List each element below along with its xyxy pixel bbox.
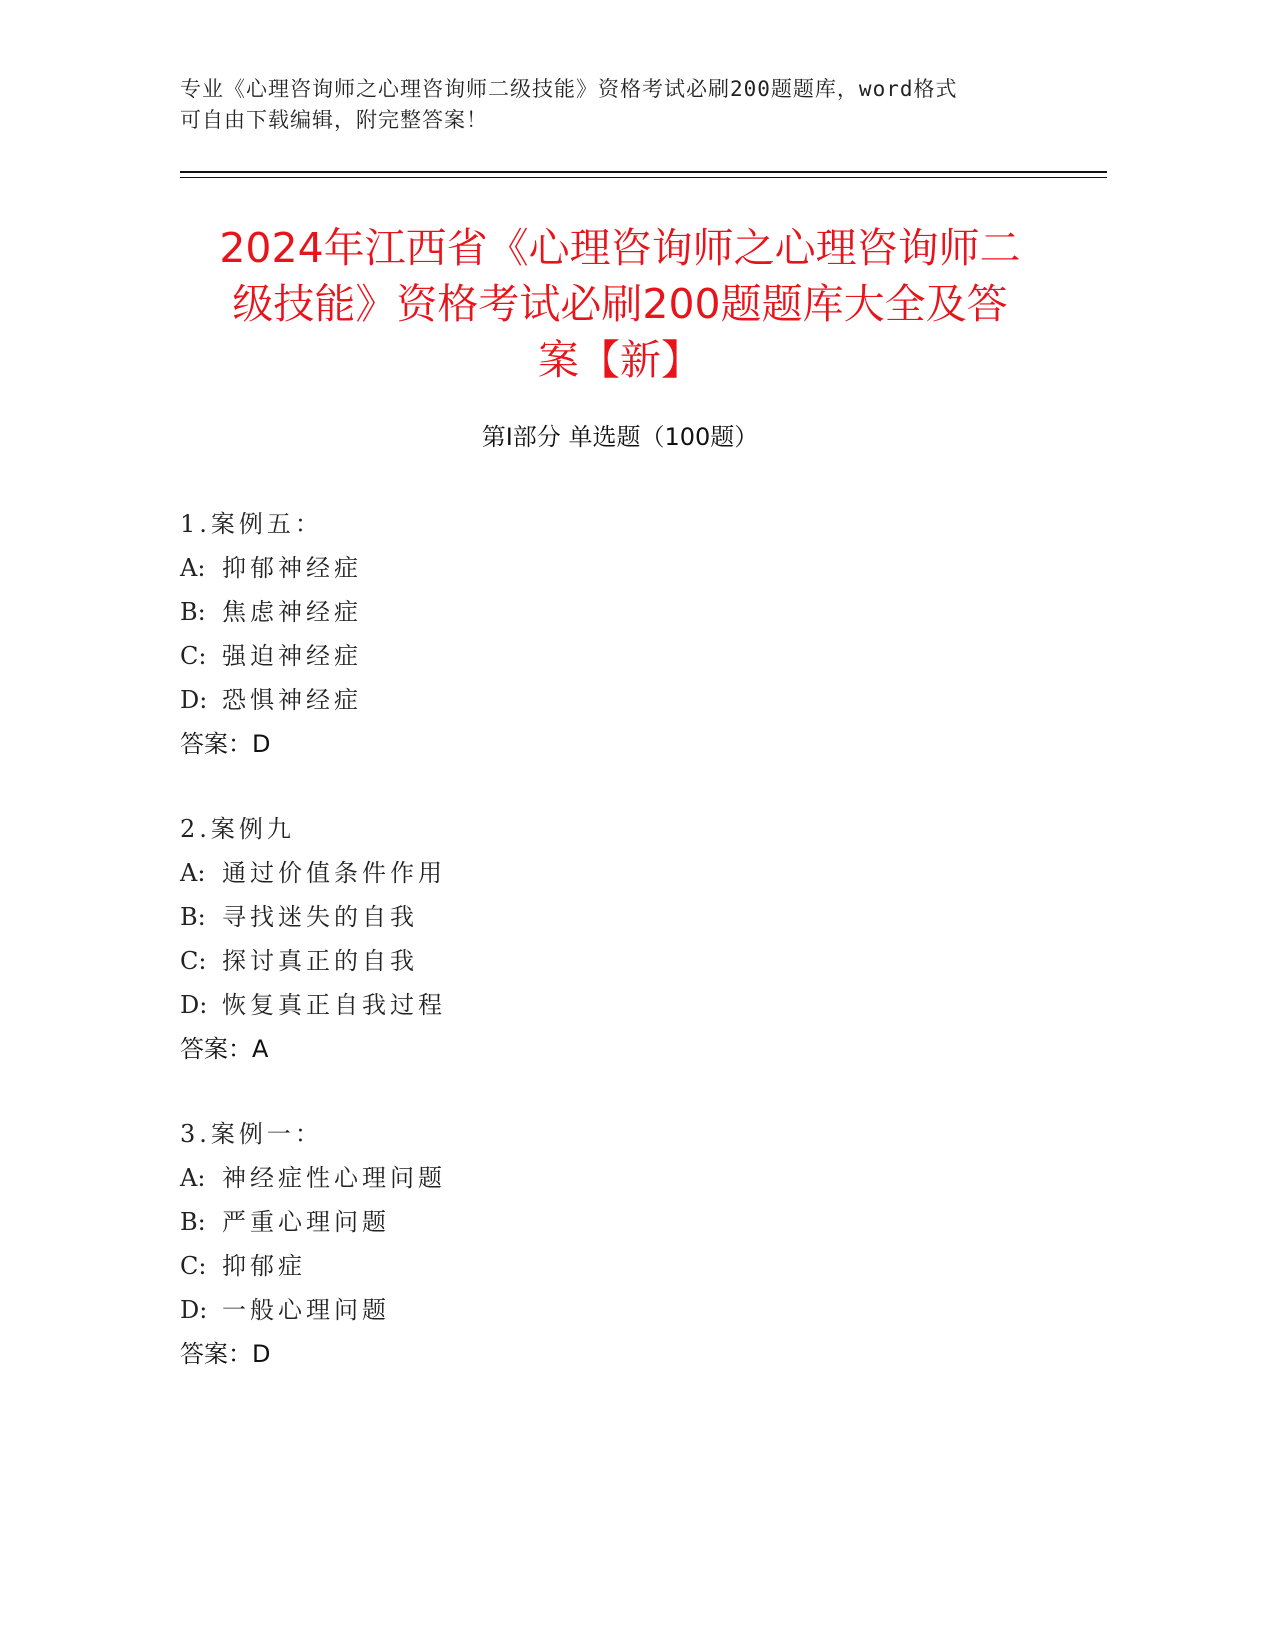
title-line-2: 级技能》资格考试必刷200题题库大全及答 <box>232 280 1008 328</box>
option-key: A: <box>180 1164 206 1192</box>
option-key: A: <box>180 554 206 582</box>
option-a <box>180 1156 1060 1200</box>
option-text: 神经症性心理问题 <box>222 1164 446 1192</box>
option-a <box>180 546 1060 590</box>
option-text: 恢复真正自我过程 <box>222 991 446 1019</box>
question-2 <box>180 807 1060 1071</box>
option-key: C: <box>180 947 207 975</box>
option-text: 寻找迷失的自我 <box>222 903 418 931</box>
option-d <box>180 1288 1060 1332</box>
question-3 <box>180 1112 1060 1376</box>
option-text: 抑郁神经症 <box>222 554 362 582</box>
option-key: B: <box>180 903 206 931</box>
question-stem: 3.案例一： <box>180 1120 323 1148</box>
option-text: 一般心理问题 <box>222 1296 390 1324</box>
title-line-3: 案【新】 <box>538 336 702 384</box>
answer-line: 答案：D <box>180 730 271 758</box>
option-key: D: <box>180 991 208 1019</box>
option-d <box>180 678 1060 722</box>
option-b <box>180 1200 1060 1244</box>
option-text: 抑郁症 <box>222 1252 306 1280</box>
option-text: 强迫神经症 <box>222 642 362 670</box>
intro-line-1: 专业《心理咨询师之心理咨询师二级技能》资格考试必刷200题题库，word格式 <box>180 77 958 101</box>
option-c <box>180 634 1060 678</box>
section-title: 第Ⅰ部分 单选题（100题） <box>481 423 759 451</box>
option-key: D: <box>180 1296 208 1324</box>
answer-line: 答案：D <box>180 1340 271 1368</box>
option-key: B: <box>180 598 206 626</box>
option-key: C: <box>180 642 207 670</box>
option-text: 恐惧神经症 <box>222 686 362 714</box>
option-key: B: <box>180 1208 206 1236</box>
document-title <box>180 220 1060 388</box>
option-b <box>180 895 1060 939</box>
option-text: 严重心理问题 <box>222 1208 390 1236</box>
option-key: A: <box>180 859 206 887</box>
option-text: 焦虑神经症 <box>222 598 362 626</box>
option-a <box>180 851 1060 895</box>
header-rule-thin <box>180 177 1107 178</box>
option-b <box>180 590 1060 634</box>
option-d <box>180 983 1060 1027</box>
question-stem: 2.案例九 <box>180 815 295 843</box>
title-line-1: 2024年江西省《心理咨询师之心理咨询师二 <box>219 224 1021 272</box>
intro-line-2: 可自由下载编辑，附完整答案！ <box>180 108 488 132</box>
option-key: C: <box>180 1252 207 1280</box>
intro-text <box>180 74 1060 136</box>
option-c <box>180 1244 1060 1288</box>
option-text: 探讨真正的自我 <box>222 947 418 975</box>
answer-line: 答案：A <box>180 1035 269 1063</box>
question-stem: 1.案例五： <box>180 510 323 538</box>
option-c <box>180 939 1060 983</box>
option-text: 通过价值条件作用 <box>222 859 446 887</box>
question-1 <box>180 502 1060 766</box>
option-key: D: <box>180 686 208 714</box>
header-rule-thick <box>180 171 1107 173</box>
